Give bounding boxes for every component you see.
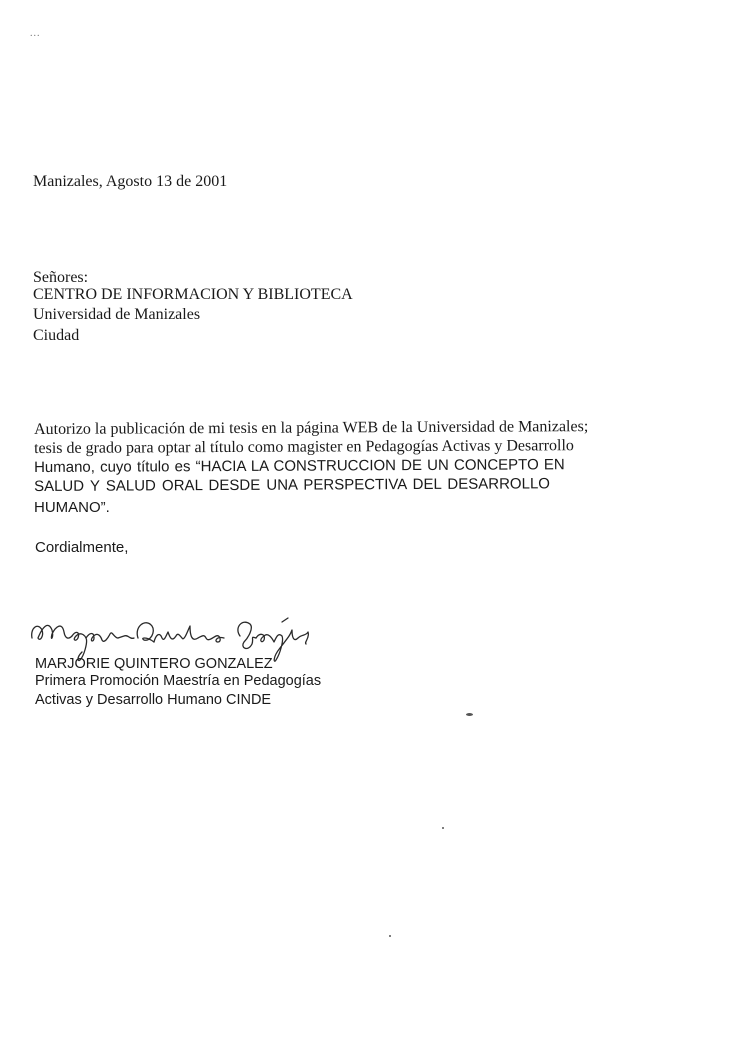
closing: Cordialmente, [35, 539, 129, 556]
signer-title-line2: Activas y Desarrollo Humano CINDE [35, 692, 272, 708]
body-line: SALUD Y SALUD ORAL DESDE UNA PERSPECTIVA DEL DESARROLLO [33, 475, 550, 495]
recipient-university: Universidad de Manizales [33, 306, 201, 323]
recipient-institution: CENTRO DE INFORMACION Y BIBLIOTECA [33, 286, 353, 303]
scan-speck [389, 935, 391, 937]
corner-mark: ... [30, 28, 41, 39]
scan-speck [466, 713, 473, 716]
body-line: Humano, cuyo título es “HACIA LA CONSTRUCCION DE UN CONCEPTO EN [33, 456, 565, 476]
signer-name: MARJORIE QUINTERO GONZALEZ [35, 656, 273, 672]
place-date: Manizales, Agosto 13 de 2001 [33, 173, 228, 190]
recipient-city: Ciudad [33, 327, 80, 344]
body-line: HUMANO”. [34, 499, 110, 516]
salutation: Señores: [33, 269, 89, 286]
body-line: tesis de grado para optar al título como magister en Pedagogías Activas y Desarrollo [33, 437, 574, 457]
body-line: Autorizo la publicación de mi tesis en la página WEB de la Universidad de Manizales; [33, 418, 589, 438]
scan-speck [442, 827, 444, 829]
signer-title-line1: Primera Promoción Maestría en Pedagogías [35, 673, 322, 689]
